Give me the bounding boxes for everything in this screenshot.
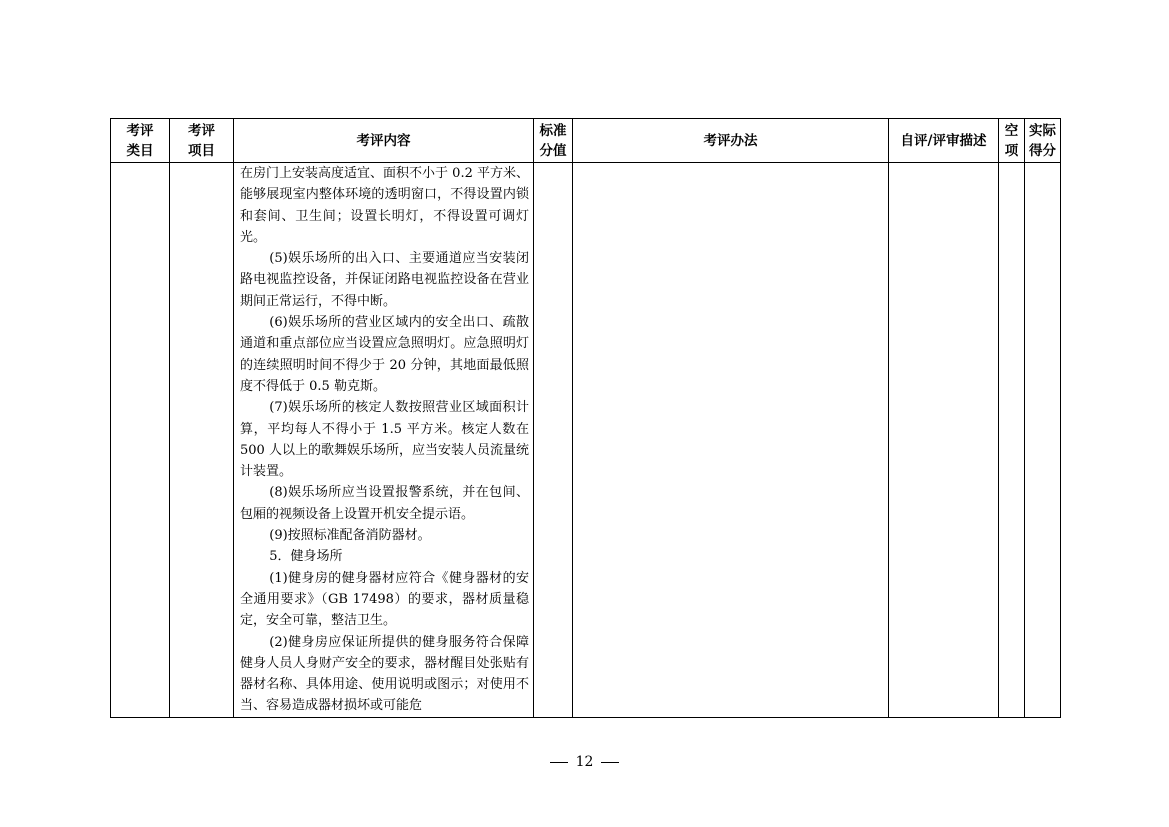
header-actual-score: 实际 得分 [1025,119,1061,163]
content-paragraph: (8)娱乐场所应当设置报警系统，并在包间、包厢的视频设备上设置开机安全提示语。 [240,485,529,522]
standard-score-cell [534,163,573,718]
empty-item-cell [999,163,1025,718]
content-paragraph: 5．健身场所 [269,549,343,565]
page-footer [0,752,1169,772]
table-row [111,163,1061,718]
header-empty-item: 空 项 [999,119,1025,163]
self-review-cell [889,163,999,718]
header-item: 考评 项目 [170,119,234,163]
header-method: 考评办法 [573,119,889,163]
evaluation-table [110,118,1061,718]
header-self-review: 自评/评审描述 [889,119,999,163]
table-header-row [111,119,1061,163]
content-paragraph: (9)按照标准配备消防器材。 [269,528,431,544]
content-cell [234,163,534,718]
method-cell [573,163,889,718]
header-content: 考评内容 [234,119,534,163]
item-cell [170,163,234,718]
content-paragraph: (2)健身房应保证所提供的健身服务符合保障健身人员人身财产安全的要求，器材醒目处张贴有器材名称、具体用途、使用说明或图示；对使用不当、容易造成器材损坏或可能危 [240,634,529,714]
header-category: 考评 类目 [111,119,170,163]
content-paragraph: (1)健身房的健身器材应符合《健身器材的安全通用要求》（GB 17498）的要求，器材质量稳定，安全可靠，整洁卫生。 [240,570,529,629]
content-paragraph: (6)娱乐场所的营业区域内的安全出口、疏散通道和重点部位应当设置应急照明灯。应急照明灯的连续照明时间不得少于 20 分钟，其地面最低照度不得低于 0.5 勒克斯。 [240,315,529,394]
page-number: 12 [575,754,594,770]
footer-dash-right [601,762,619,763]
content-paragraph: (7)娱乐场所的核定人数按照营业区域面积计算，平均每人不得小于 1.5 平方米。核定人数在 500 人以上的歌舞娱乐场所，应当安装人员流量统计装置。 [240,400,529,480]
footer-dash-left [550,762,568,763]
header-standard-score: 标准 分值 [534,119,573,163]
content-paragraph: (5)娱乐场所的出入口、主要通道应当安装闭路电视监控设备，并保证闭路电视监控设备在营业期间正常运行，不得中断。 [240,251,529,309]
category-cell [111,163,170,718]
content-paragraph: 在房门上安装高度适宜、面积不小于 0.2 平方米、能够展现室内整体环境的透明窗口，不得设置内锁和套间、卫生间；设置长明灯，不得设置可调灯光。 [240,166,529,245]
actual-score-cell [1025,163,1061,718]
